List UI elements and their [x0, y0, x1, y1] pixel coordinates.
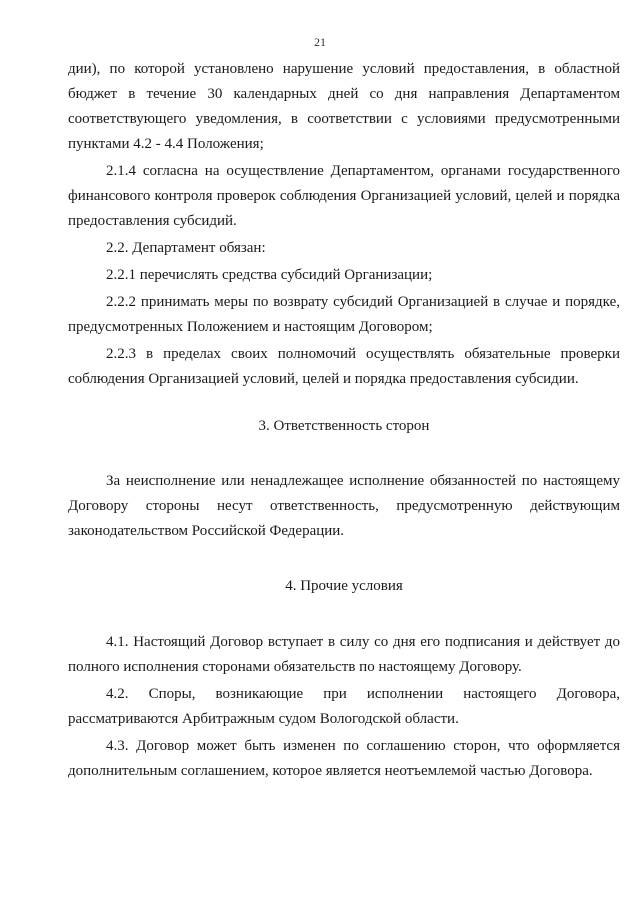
section-3-heading: 3. Ответственность сторон	[258, 418, 430, 434]
paragraph-2-2-1: 2.2.1 перечислять средства субсидий Организации;	[106, 267, 433, 283]
section-4-item-2: 4.2. Споры, возникающие при исполнении настоящего Договора, рассматриваются Арбитражным судом Вологодской области.	[68, 686, 620, 727]
section-4-heading: 4. Прочие условия	[285, 578, 403, 594]
paragraph-2-2-2: 2.2.2 принимать меры по возврату субсидий Организацией в случае и порядке, предусмотренных Положением и настоящим Договором;	[68, 294, 620, 335]
paragraph-2-1-4: 2.1.4 согласна на осуществление Департаментом, органами государственного финансового контроля проверок соблюдения Организацией условий, целей и порядка предоставления субсидий.	[68, 163, 620, 229]
document-body	[68, 57, 620, 784]
paragraph-2-2-3: 2.2.3 в пределах своих полномочий осуществлять обязательные проверки соблюдения Организацией условий, целей и порядка предоставления субсидии.	[68, 346, 620, 387]
section-3-text: За неисполнение или ненадлежащее исполнение обязанностей по настоящему Договору стороны несут ответственность, предусмотренную действующим законодательством Российской Федерации.	[68, 473, 620, 539]
paragraph-2-2: 2.2. Департамент обязан:	[106, 240, 266, 256]
section-4-item-1: 4.1. Настоящий Договор вступает в силу со дня его подписания и действует до полного исполнения сторонами обязательств по настоящему Договору.	[68, 634, 620, 675]
page-number: 21	[314, 35, 326, 49]
section-4-item-3: 4.3. Договор может быть изменен по соглашению сторон, что оформляется дополнительным соглашением, которое является неотъемлемой частью Договора.	[68, 738, 620, 779]
paragraph-continuation: дии), по которой установлено нарушение условий предоставления, в областной бюджет в течение 30 календарных дней со дня направления Департаментом соответствующего уведомления, в соответствии с условиями предусмотренными пунктами 4.2 - 4.4 Положения;	[68, 61, 620, 152]
